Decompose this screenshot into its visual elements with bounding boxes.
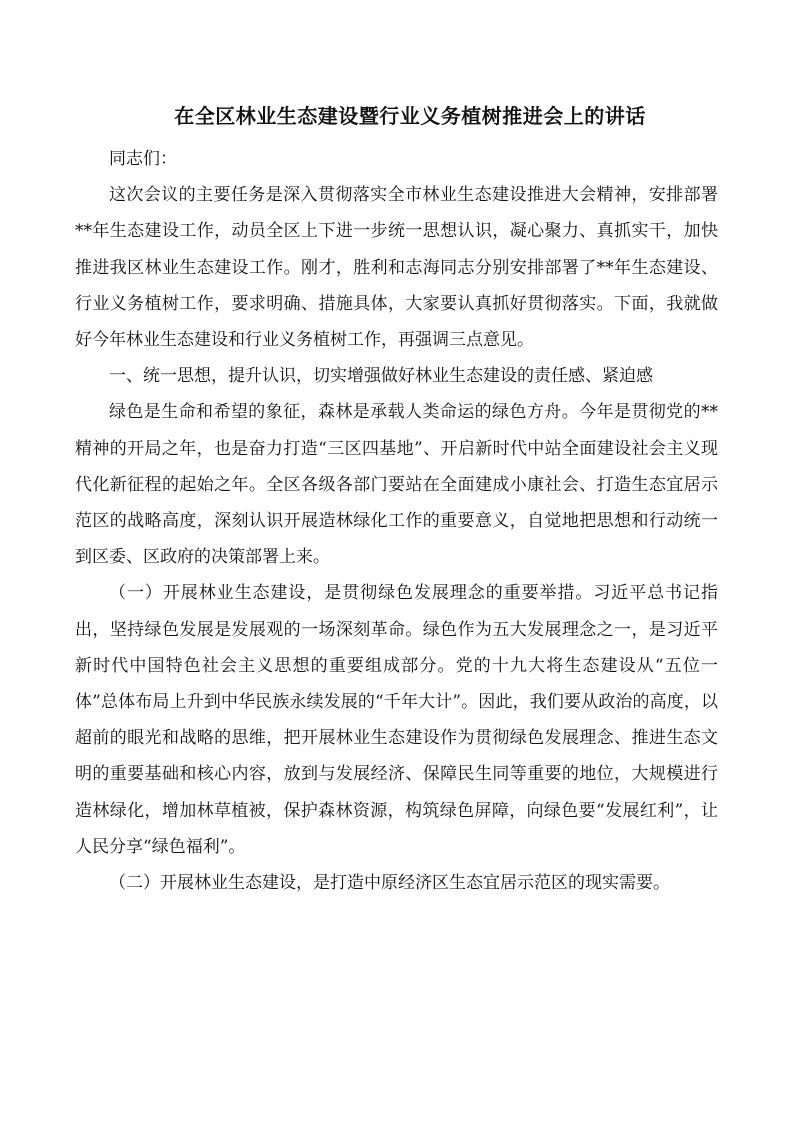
subsection-paragraph: （一）开展林业生态建设，是贯彻绿色发展理念的重要举措。习近平总书记指出，坚持绿色发展是发展观的一场深刻革命。绿色作为五大发展理念之一，是习近平新时代中国特色社会主义思想的重要组成部分。党的十九大将生态建设从“五位一体”总体布局上升到中华民族永续发展的“千年大计”。因此，我们要从政治的高度，以超前的眼光和战略的思维，把开展林业生态建设作为贯彻绿色发展理念、推进生态文明的重要基础和核心内容，放到与发展经济、保障民生同等重要的地位，大规模进行造林绿化，增加林草植被，保护森林资源，构筑绿色屏障，向绿色要“发展红利”，让人民分享“绿色福利”。 xyxy=(75,583,718,857)
body-paragraph: 绿色是生命和希望的象征，森林是承载人类命运的绿色方舟。今年是贯彻党的**精神的开局之年，也是奋力打造“三区四基地”、开启新时代中站全面建设社会主义现代化新征程的起始之年。全区各级各部门要站在全面建成小康社会、打造生态宜居示范区的战略高度，深刻认识开展造林绿化工作的重要意义，自觉地把思想和行动统一到区委、区政府的决策部署上来。 xyxy=(75,402,718,568)
intro-paragraph: 这次会议的主要任务是深入贯彻落实全市林业生态建设推进大会精神，安排部署**年生态建设工作，动员全区上下进一步统一思想认识，凝心聚力、真抓实干，加快推进我区林业生态建设工作。刚才，胜利和志海同志分别安排部署了**年生态建设、行业义务植树工作，要求明确、措施具体，大家要认真抓好贯彻落实。下面，我就做好今年林业生态建设和行业义务植树工作，再强调三点意见。 xyxy=(75,185,718,351)
section-heading: 一、统一思想，提升认识，切实增强做好林业生态建设的责任感、紧迫感 xyxy=(109,366,653,387)
document-title: 在全区林业生态建设暨行业义务植树推进会上的讲话 xyxy=(174,104,646,128)
salutation-paragraph: 同志们： xyxy=(109,149,177,169)
subsection-paragraph: （二）开展林业生态建设，是打造中原经济区生态宜居示范区的现实需要。 xyxy=(109,873,670,894)
document-body xyxy=(75,141,718,901)
